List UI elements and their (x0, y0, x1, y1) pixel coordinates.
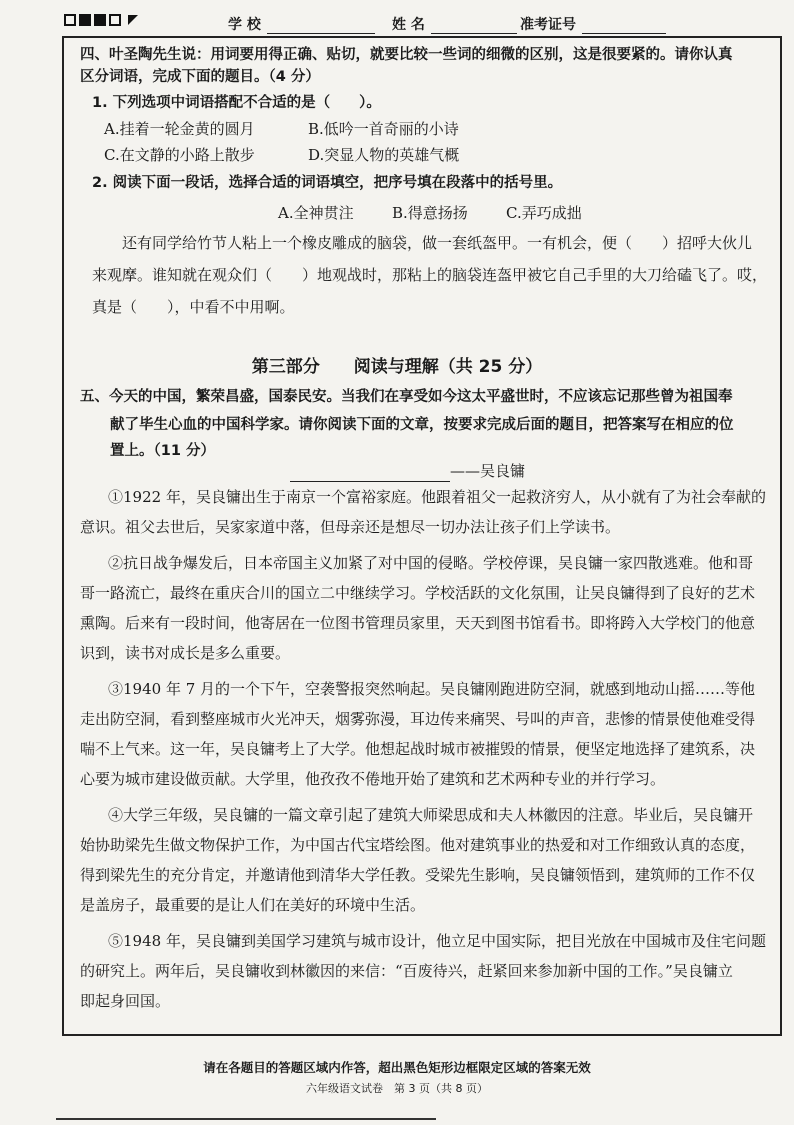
article-title-blank[interactable] (290, 467, 450, 482)
part3-title: 第三部分 阅读与理解（共 25 分） (251, 357, 543, 377)
q2-option-a: A.全神贯注 (278, 204, 354, 222)
filled-square-mark-icon (94, 14, 106, 26)
article-author: ——吴良镛 (450, 462, 526, 480)
article-line: ④大学三年级，吴良镛的一篇文章引起了建筑大师梁思成和夫人林徽因的注意。毕业后，吴良镛开 (108, 806, 754, 824)
school-label: 学 校 (228, 17, 261, 33)
article-line: 是盖房子，最重要的是让人们在美好的环境中生活。 (80, 896, 426, 914)
article-title-line (290, 460, 525, 482)
article-line: 熏陶。后来有一段时间，他寄居在一位图书管理员家里，天天到图书馆看书。即将跨入大学校门的他意 (80, 614, 756, 632)
school-field[interactable] (228, 14, 375, 34)
exam-number-field[interactable] (520, 14, 666, 34)
q1-option-a: A.挂着一轮金黄的圆月 (104, 120, 255, 138)
article-line: 哥一路流亡，最终在重庆合川的国立二中继续学习。学校活跃的文化氛围，让吴良镛得到了良好的艺术 (80, 584, 756, 602)
article-line: 走出防空洞，看到整座城市火光冲天，烟雾弥漫，耳边传来痛哭、号叫的声音，悲惨的情景使他难受得 (80, 710, 756, 728)
name-label: 姓 名 (392, 17, 425, 33)
q2-option-b: B.得意扬扬 (392, 204, 468, 222)
section4-heading-line1: 四、叶圣陶先生说：用词要用得正确、贴切，就要比较一些词的细微的区别，这是很要紧的。请你认真 (80, 47, 733, 63)
q2-option-c: C.弄巧成拙 (506, 204, 582, 222)
square-mark-icon (64, 14, 76, 26)
page-number: 六年级语文试卷 第 3 页（共 8 页） (306, 1082, 488, 1095)
article-line: 得到梁先生的充分肯定，并邀请他到清华大学任教。受梁先生影响，吴良镛领悟到，建筑师的工作不仅 (80, 866, 756, 884)
section5-heading-line1: 五、今天的中国，繁荣昌盛，国泰民安。当我们在享受如今这太平盛世时，不应该忘记那些曾为祖国奉 (80, 389, 733, 405)
section4-heading-line2: 区分词语，完成下面的题目。（4 分） (80, 69, 320, 85)
triangle-mark-icon (128, 15, 138, 25)
q2-paragraph-line2: 来观摩。谁知就在观众们（ ）地观战时，那粘上的脑袋连盔甲被它自己手里的大刀给磕飞了。哎， (92, 266, 768, 284)
q2-paragraph-line1: 还有同学给竹节人粘上一个橡皮雕成的脑袋，做一套纸盔甲。一有机会，便（ ）招呼大伙儿 (122, 234, 753, 252)
exam-number-label: 准考证号 (520, 17, 576, 33)
bottom-edge-line (56, 1118, 436, 1120)
article-line: 始协助梁先生做文物保护工作，为中国古代宝塔绘图。他对建筑事业的热爱和对工作细致认真的态度， (80, 836, 756, 854)
article-line: 喘不上气来。这一年，吴良镛考上了大学。他想起战时城市被摧毁的情景，便坚定地选择了建筑系，决 (80, 740, 756, 758)
q1-option-c: C.在文静的小路上散步 (104, 146, 255, 164)
article-line: ③1940 年 7 月的一个下午，空袭警报突然响起。吴良镛刚跑进防空洞，就感到地动山摇……等他 (108, 680, 756, 698)
filled-square-mark-icon (79, 14, 91, 26)
exam-number-input-line[interactable] (582, 17, 666, 34)
article-line: 即起身回国。 (80, 992, 171, 1010)
article-line: ②抗日战争爆发后，日本帝国主义加紧了对中国的侵略。学校停课，吴良镛一家四散逃难。他和哥 (108, 554, 754, 572)
article-line: 心要为城市建设做贡献。大学里，他孜孜不倦地开始了建筑和艺术两种专业的并行学习。 (80, 770, 666, 788)
exam-header (0, 0, 794, 40)
alignment-marks (64, 14, 138, 26)
school-input-line[interactable] (267, 17, 375, 34)
section5-heading-line3: 置上。（11 分） (110, 443, 215, 459)
square-mark-icon (109, 14, 121, 26)
article-line: 意识。祖父去世后，吴家家道中落，但母亲还是想尽一切办法让孩子们上学读书。 (80, 518, 621, 536)
article-line: 识到，读书对成长是多么重要。 (80, 644, 291, 662)
article-line: ⑤1948 年，吴良镛到美国学习建筑与城市设计，他立足中国实际，把目光放在中国城市及住宅问题 (108, 932, 766, 950)
article-line: ①1922 年，吴良镛出生于南京一个富裕家庭。他跟着祖父一起救济穷人，从小就有了为社会奉献的 (108, 488, 766, 506)
footer-notice: 请在各题目的答题区域内作答，超出黑色矩形边框限定区域的答案无效 (203, 1060, 591, 1075)
article-line: 的研究上。两年后，吴良镛收到林徽因的来信：“百废待兴，赶紧回来参加新中国的工作。”吴良镛立 (80, 962, 733, 980)
name-input-line[interactable] (431, 17, 517, 34)
q2-paragraph-line3: 真是（ ），中看不中用啊。 (92, 298, 295, 316)
question-1: 1. 下列选项中词语搭配不合适的是（ ）。 (92, 95, 381, 111)
q1-option-b: B.低吟一首奇丽的小诗 (308, 120, 459, 138)
name-field[interactable] (392, 14, 517, 34)
section5-heading-line2: 献了毕生心血的中国科学家。请你阅读下面的文章，按要求完成后面的题目，把答案写在相应的位 (110, 417, 734, 433)
q1-option-d: D.突显人物的英雄气概 (308, 146, 460, 164)
question-2: 2. 阅读下面一段话，选择合适的词语填空，把序号填在段落中的括号里。 (92, 175, 563, 191)
